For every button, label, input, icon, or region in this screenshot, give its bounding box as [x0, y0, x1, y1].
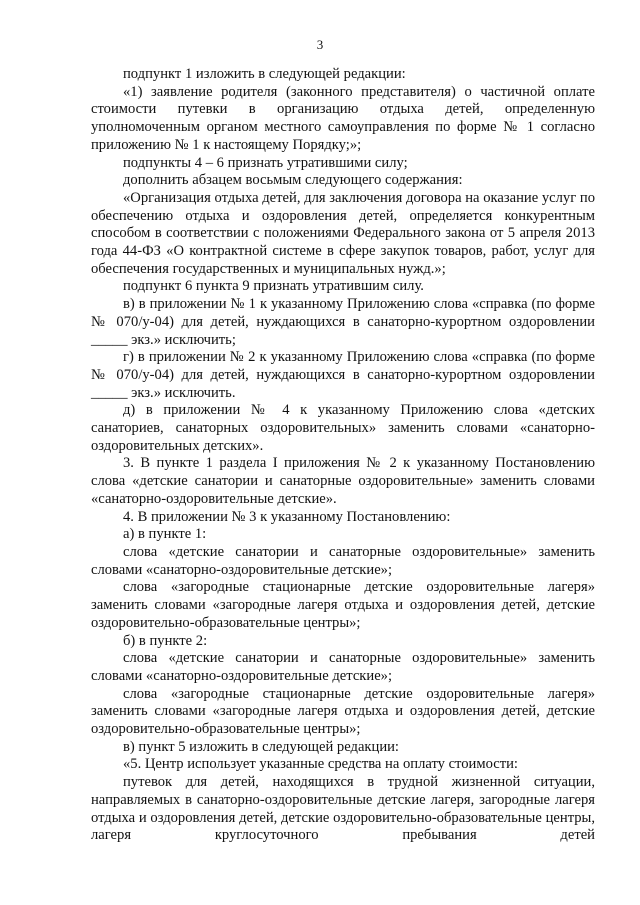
page-number: 3 — [316, 37, 324, 52]
paragraph-7: в) в приложении № 1 к указанному Приложению слова «справка (по форме № 070/у-04) для детей, нуждающихся в санаторно-курортном оздоровлении _____ экз.» исключить; — [91, 296, 595, 348]
paragraph-8: г) в приложении № 2 к указанному Приложению слова «справка (по форме № 070/у-04) для детей, нуждающихся в санаторно-курортном оздоровлении _____ экз.» исключить. — [91, 349, 595, 401]
paragraph-6: подпункт 6 пункта 9 признать утратившим силу. — [123, 278, 424, 295]
paragraph-4: дополнить абзацем восьмым следующего содержания: — [123, 172, 463, 189]
paragraph-1: подпункт 1 изложить в следующей редакции: — [123, 66, 406, 82]
paragraph-19: «5. Центр использует указанные средства на оплату стоимости: — [123, 756, 518, 773]
paragraph-18: в) пункт 5 изложить в следующей редакции: — [123, 738, 399, 755]
paragraph-2: «1) заявление родителя (законного представителя) о частичной оплате стоимости путевки в организацию отдыха детей, определенную уполномоченным органом местного самоуправления по форме № 1 согласно приложению № 1 к настоящему Порядку;»; — [91, 83, 595, 153]
paragraph-5: «Организация отдыха детей, для заключения договора на оказание услуг по обеспечению отдыха и оздоровления детей, определяется конкурентным способом в соответствии с положениями Федерального закона от 5 апреля 2013 года 44-ФЗ «О контрактной системе в сфере закупок товаров, работ, услуг для обеспечения государственных и муниципальных нужд.»; — [91, 189, 595, 277]
paragraph-11: 4. В приложении № 3 к указанному Постановлению: — [123, 508, 451, 525]
paragraph-3: подпункты 4 – 6 признать утратившими силу; — [123, 154, 408, 171]
paragraph-13: слова «детские санатории и санаторные оздоровительные» заменить словами «санаторно-оздоровительные детские»; — [91, 543, 595, 578]
paragraph-16: слова «детские санатории и санаторные оздоровительные» заменить словами «санаторно-оздоровительные детские»; — [91, 650, 595, 684]
paragraph-10: 3. В пункте 1 раздела I приложения № 2 к указанному Постановлению слова «детские санатории и санаторные оздоровительные» заменить словами «санаторно-оздоровительные детские». — [91, 455, 595, 507]
paragraph-14: слова «загородные стационарные детские оздоровительные лагеря» заменить словами «загородные лагеря отдыха и оздоровления детей, детские оздоровительно-образовательные центры»; — [91, 579, 595, 631]
paragraph-20: путевок для детей, находящихся в трудной жизненной ситуации, направляемых в санаторно-оздоровительные детские лагеря, загородные лагеря отдыха и оздоровления детей, детские оздоровительно-образовательные центры, лагеря круглосуточного пребывания детей — [91, 774, 595, 844]
paragraph-15: б) в пункте 2: — [123, 632, 208, 649]
document-body — [91, 66, 595, 845]
paragraph-17: слова «загородные стационарные детские оздоровительные лагеря» заменить словами «загородные лагеря отдыха и оздоровления детей, детские оздоровительно-образовательные центры»; — [91, 685, 595, 738]
paragraph-9: д) в приложении № 4 к указанному Приложению слова «детских санаториев, санаторных оздоровительных» заменить словами «санаторно-оздоровительных детских». — [91, 402, 595, 454]
paragraph-12: а) в пункте 1: — [123, 526, 207, 543]
